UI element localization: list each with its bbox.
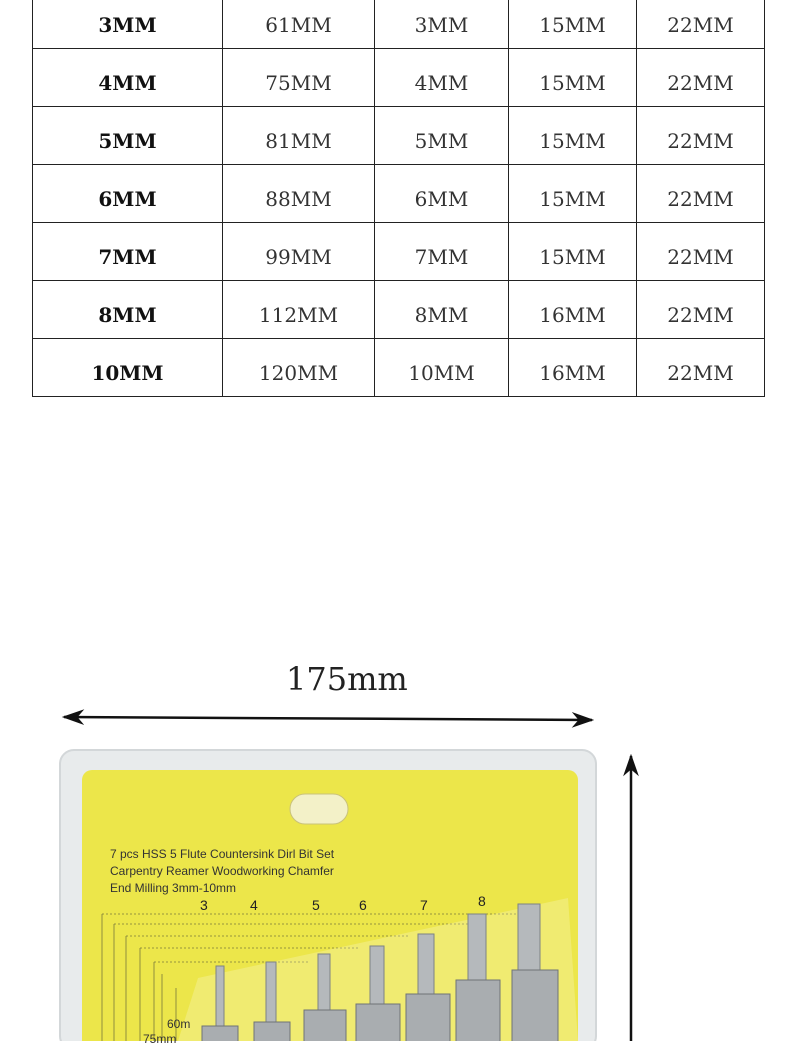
package-description (110, 846, 334, 897)
table-cell: 10MM (375, 344, 509, 402)
table-cell: 10MM (33, 344, 223, 402)
table-cell: 22MM (637, 170, 765, 228)
width-dimension-label: 175mm (286, 660, 408, 698)
length-label-60: 60m (167, 1017, 191, 1031)
table-cell: 81MM (223, 112, 375, 170)
table-cell: 7MM (375, 228, 509, 286)
table-cell: 75MM (223, 54, 375, 112)
table-cell: 99MM (223, 228, 375, 286)
table-cell: 15MM (509, 170, 637, 228)
table-cell: 4MM (375, 54, 509, 112)
hang-hole (290, 794, 348, 824)
table-cell: 5MM (375, 112, 509, 170)
table-cell: 16MM (509, 344, 637, 402)
table-cell: 112MM (223, 286, 375, 344)
table-cell: 120MM (223, 344, 375, 402)
table-cell: 15MM (509, 228, 637, 286)
package-line-3: End Milling 3mm-10mm (110, 881, 237, 895)
table-cell: 3MM (375, 0, 509, 54)
table-cell: 4MM (33, 54, 223, 112)
size-label-8: 8 (478, 893, 486, 909)
table-cell: 6MM (375, 170, 509, 228)
table-cell: 8MM (375, 286, 509, 344)
package-line-1: 7 pcs HSS 5 Flute Countersink Dirl Bit Set (110, 847, 335, 861)
table-cell: 22MM (637, 54, 765, 112)
table-cell: 7MM (33, 228, 223, 286)
width-dimension-arrow (64, 717, 592, 720)
table-cell: 8MM (33, 286, 223, 344)
table-cell: 3MM (33, 0, 223, 54)
length-label-75: 75mm (143, 1032, 177, 1046)
table-cell: 22MM (637, 228, 765, 286)
table-cell: 22MM (637, 344, 765, 402)
table-cell: 15MM (509, 112, 637, 170)
size-label-4: 4 (250, 897, 258, 913)
size-label-7: 7 (420, 897, 428, 913)
size-label-3: 3 (200, 897, 208, 913)
package-line-2: Carpentry Reamer Woodworking Chamfer (110, 864, 334, 878)
size-label-6: 6 (359, 897, 367, 913)
table-cell: 16MM (509, 286, 637, 344)
table-cell: 6MM (33, 170, 223, 228)
table-cell: 15MM (509, 0, 637, 54)
table-cell: 5MM (33, 112, 223, 170)
table-cell: 15MM (509, 54, 637, 112)
table-cell: 22MM (637, 112, 765, 170)
table-cell: 61MM (223, 0, 375, 54)
table-cell: 88MM (223, 170, 375, 228)
size-label-5: 5 (312, 897, 320, 913)
table-cell: 22MM (637, 286, 765, 344)
table-cell: 22MM (637, 0, 765, 54)
